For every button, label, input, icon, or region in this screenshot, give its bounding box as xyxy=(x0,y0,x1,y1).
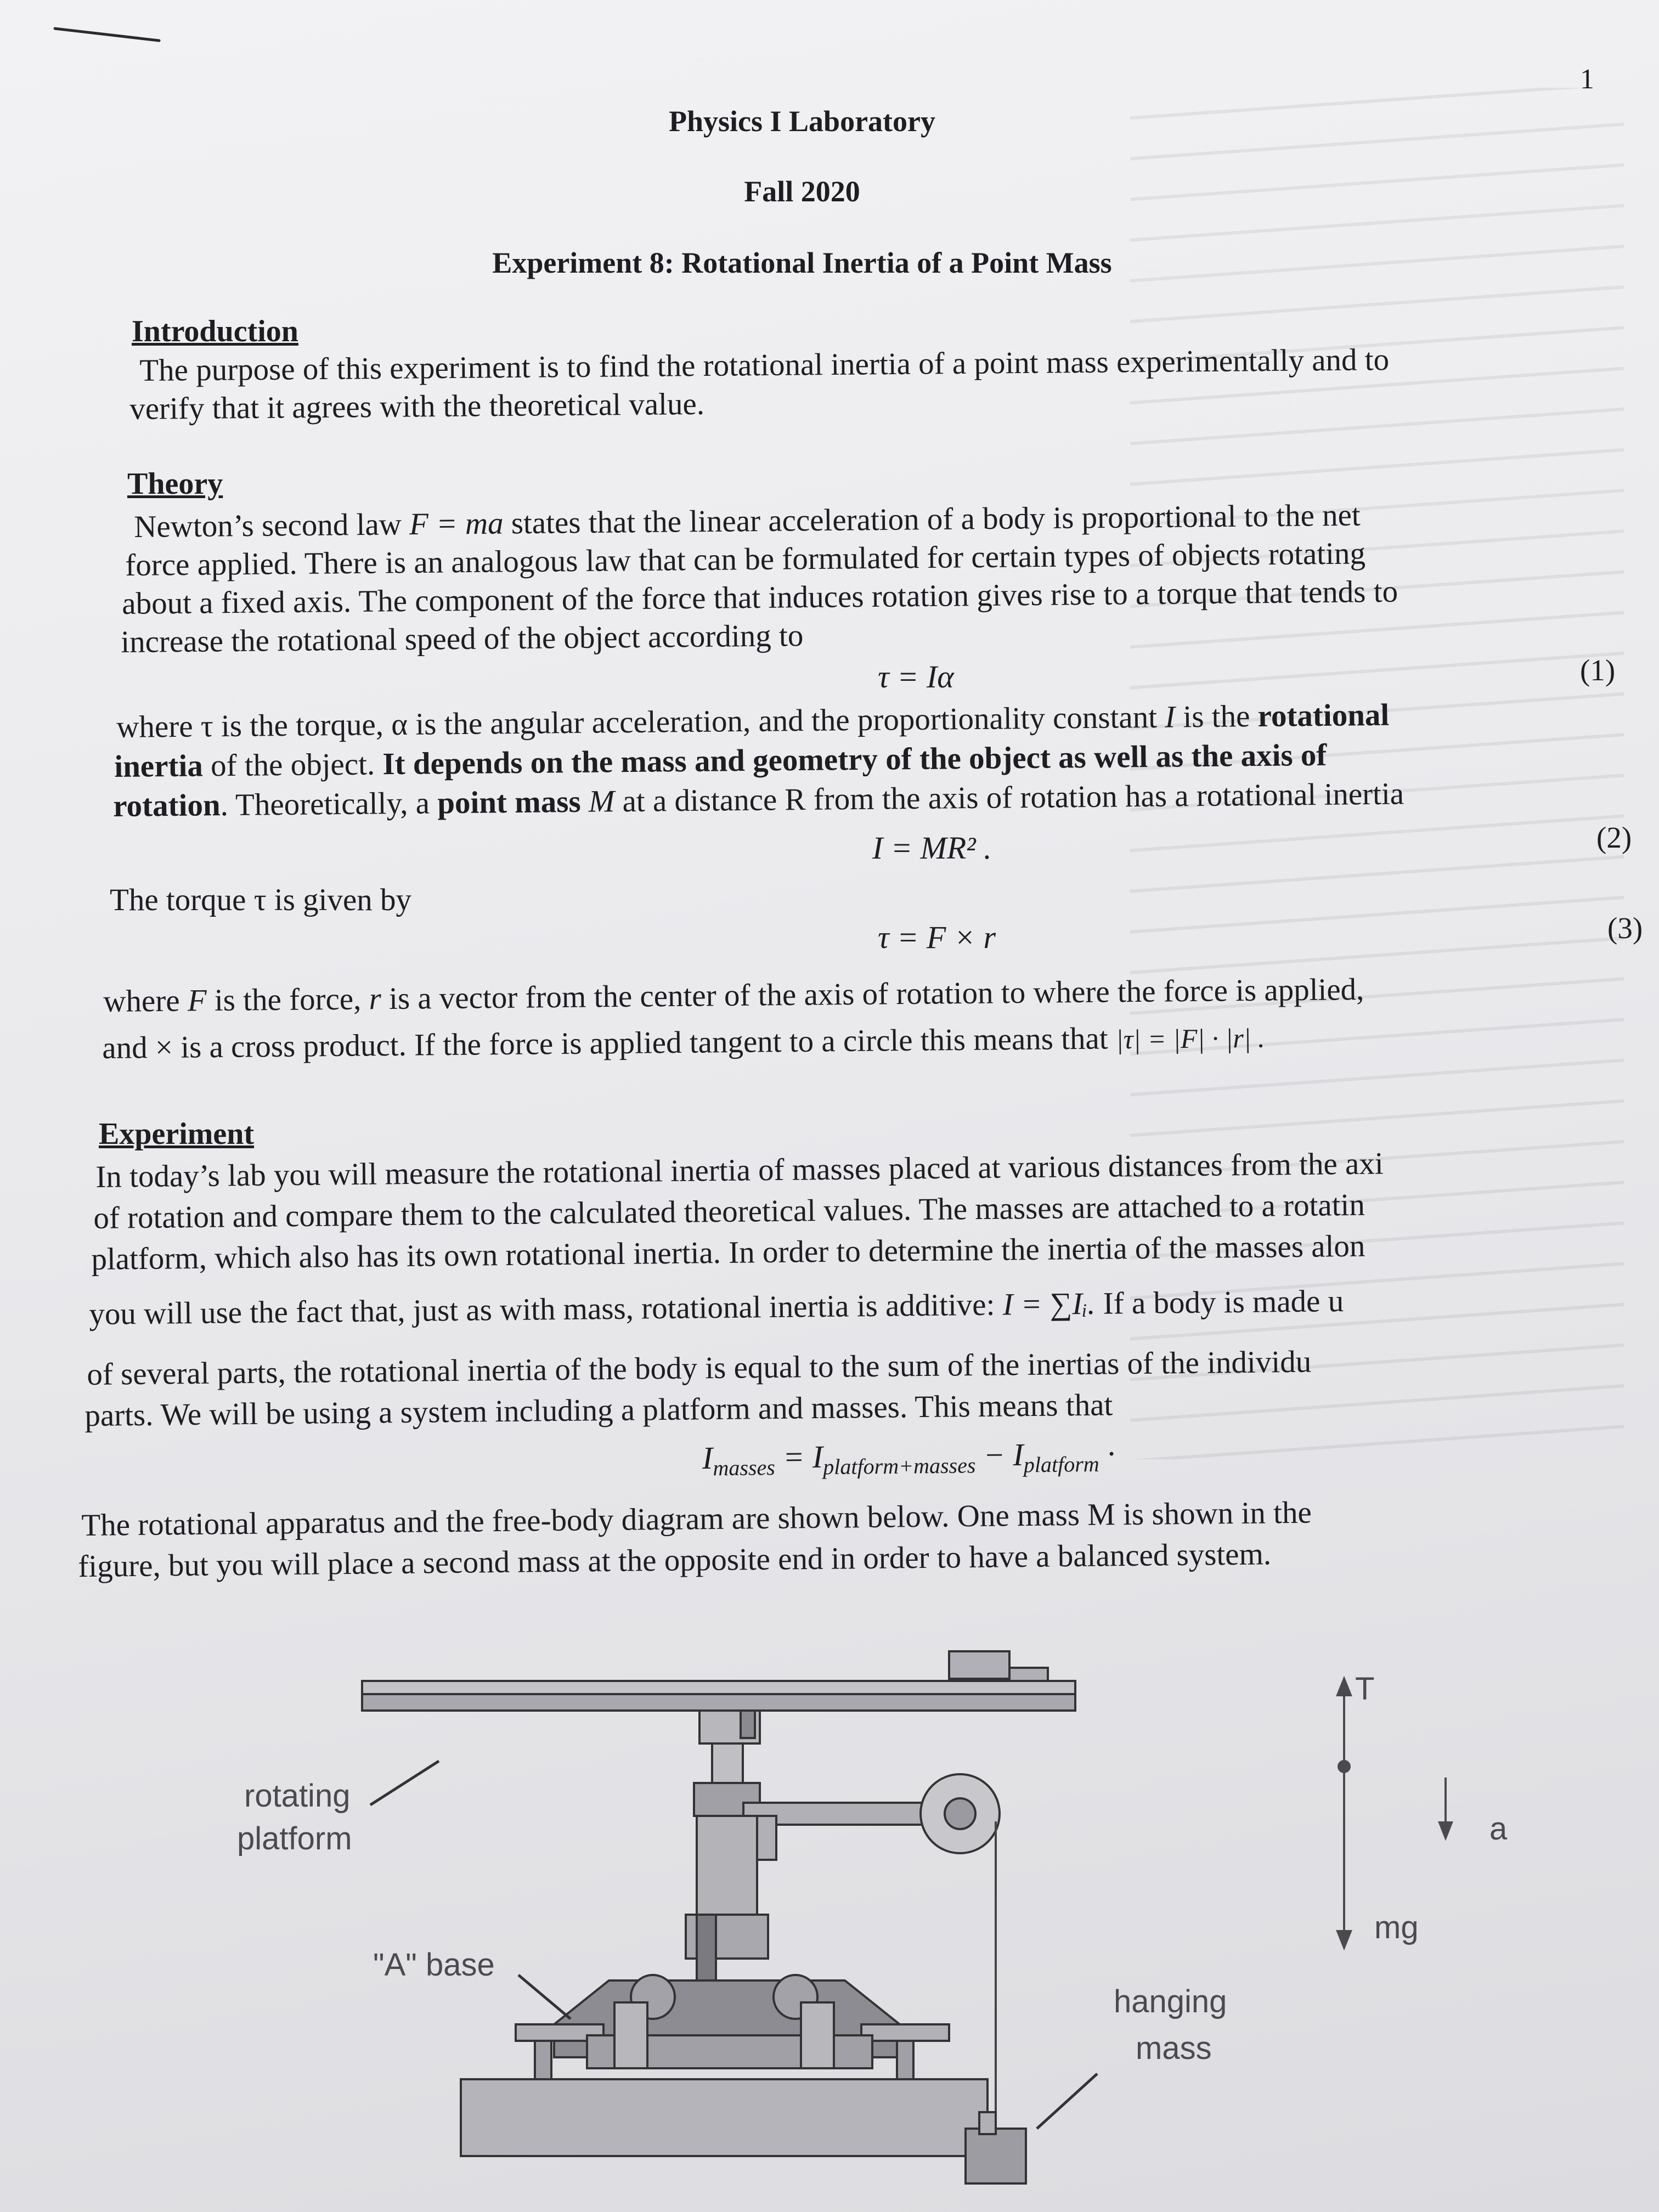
label-a-base: "A" base xyxy=(373,1947,495,1983)
mass-symbol: M xyxy=(588,784,615,819)
label-platform: platform xyxy=(237,1821,352,1857)
if-a-body-text: If a body is made u xyxy=(1103,1284,1344,1321)
experiment-heading: Experiment xyxy=(99,1117,255,1151)
eq-dot: · xyxy=(1107,1436,1115,1472)
equation-1-number: (1) xyxy=(1580,653,1616,687)
newton-law-equation: F = ma xyxy=(409,506,504,542)
apparatus-figure xyxy=(230,1640,1273,2212)
is-the-force-text: is the force, xyxy=(214,981,362,1018)
theory-heading: Theory xyxy=(127,467,223,501)
introduction-heading: Introduction xyxy=(132,314,298,348)
where-text: where xyxy=(103,983,180,1019)
point-mass-bold: point mass xyxy=(437,784,581,821)
course-title: Physics I Laboratory xyxy=(669,105,935,138)
vector-definition-text: is a vector from the center of the axis of rotation to where the force is applied, xyxy=(388,972,1364,1016)
theory-line-2: force applied. There is an analogous law that can be formulated for certain types of objects rotating xyxy=(125,536,1366,583)
fbd-weight-label: mg xyxy=(1374,1910,1419,1945)
sum-equation: I = ∑Iᵢ. xyxy=(1002,1286,1096,1322)
term: Fall 2020 xyxy=(744,175,860,208)
torque-definition: where τ is the torque, α is the angular acceleration, and the proportionality constant xyxy=(116,699,1158,744)
fbd-tension-label: T xyxy=(1355,1671,1375,1707)
experiment-line-7: The rotational apparatus and the free-body diagram are shown below. One mass M is shown in the xyxy=(81,1495,1312,1543)
equation-3-number: (3) xyxy=(1607,911,1643,945)
newton-law-rest: states that the linear acceleration of a body is proportional to the net xyxy=(511,498,1361,541)
experiment-line-6: parts. We will be using a system including a platform and masses. This means that xyxy=(84,1387,1113,1433)
rotation-bold: rotation xyxy=(113,788,221,823)
rotational-bold: rotational xyxy=(1257,697,1390,734)
r-vector-symbol: r xyxy=(369,981,382,1017)
experiment-line-3: platform, which also has its own rotational inertia. In order to determine the inertia of the masses alon xyxy=(91,1228,1365,1277)
pen-mark xyxy=(49,22,165,49)
newton-law-text: Newton’s second law xyxy=(134,507,402,544)
cross-product-text: and × is a cross product. If the force is applied tangent to a circle this means that xyxy=(102,1021,1108,1065)
experiment-line-5: of several parts, the rotational inertia of the body is equal to the sum of the inertias of the individu xyxy=(87,1344,1312,1392)
theoretically-text: . Theoretically, a xyxy=(220,786,430,823)
distance-text: at a distance R from the axis of rotation has a rotational inertia xyxy=(622,776,1404,819)
additive-text: you will use the fact that, just as with mass, rotational inertia is additive: xyxy=(89,1287,995,1331)
is-the-text: is the xyxy=(1183,699,1250,735)
torque-magnitude-equation: |τ| = |F| · |r| . xyxy=(1115,1022,1265,1055)
introduction-line-2: verify that it agrees with the theoretical value. xyxy=(129,386,705,426)
experiment-line-2: of rotation and compare them to the calculated theoretical values. The masses are attached to a rotatin xyxy=(93,1187,1365,1235)
eq-sub-masses: masses xyxy=(713,1455,776,1481)
fbd-acceleration-label: a xyxy=(1489,1811,1508,1847)
equation-2-number: (2) xyxy=(1596,821,1632,854)
equation-2: I = MR² . xyxy=(872,830,992,866)
eq-sub-platform: platform xyxy=(1023,1451,1099,1477)
equation-masses xyxy=(702,1435,1115,1481)
page-number: 1 xyxy=(1580,64,1594,95)
depends-bold: It depends on the mass and geometry of the object as well as the axis of xyxy=(382,737,1327,782)
experiment-line-8: figure, but you will place a second mass at the opposite end in order to have a balanced system. xyxy=(78,1537,1272,1584)
label-mass: mass xyxy=(1136,2030,1212,2066)
theory-line-10 xyxy=(102,1018,1265,1069)
experiment-title: Experiment 8: Rotational Inertia of a Point Mass xyxy=(492,246,1112,279)
eq-i-platform-masses: = I xyxy=(782,1438,823,1475)
eq-i-masses: I xyxy=(702,1440,713,1476)
inertia-symbol: I xyxy=(1164,699,1176,735)
label-hanging: hanging xyxy=(1114,1984,1227,2019)
label-rotating: rotating xyxy=(244,1778,351,1814)
eq-sub-platform-masses: platform+masses xyxy=(823,1453,976,1480)
inertia-bold: inertia xyxy=(114,748,204,784)
force-symbol: F xyxy=(187,983,207,1018)
theory-line-9 xyxy=(103,970,1364,1022)
of-the-object: of the object. xyxy=(210,747,375,783)
eq-i-platform: − I xyxy=(983,1436,1024,1473)
experiment-line-1: In today’s lab you will measure the rotational inertia of masses placed at various distances from the axi xyxy=(95,1146,1384,1194)
equation-1: τ = Iα xyxy=(878,659,954,695)
theory-line-8: The torque τ is given by xyxy=(110,883,412,917)
theory-line-4: increase the rotational speed of the object according to xyxy=(121,618,804,659)
introduction-line-1: The purpose of this experiment is to find the rotational inertia of a point mass experimentally and to xyxy=(139,342,1390,388)
experiment-line-4 xyxy=(89,1282,1344,1334)
equation-3: τ = F × r xyxy=(878,919,996,955)
theory-line-3: about a fixed axis. The component of the force that induces rotation gives rise to a torque that tends to xyxy=(122,574,1398,621)
